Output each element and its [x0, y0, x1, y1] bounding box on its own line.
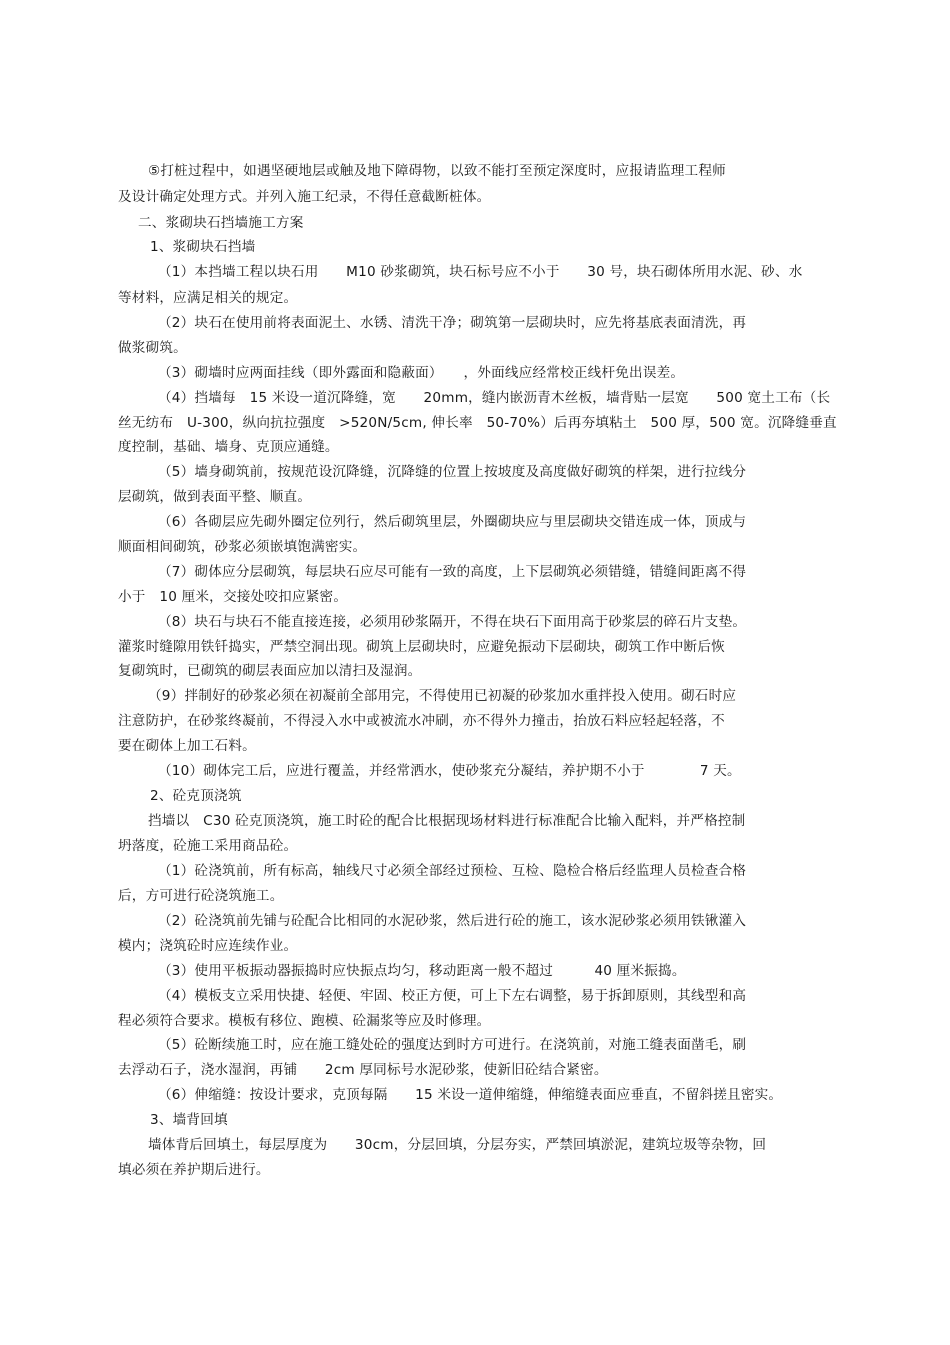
text-line: （10）砌体完工后，应进行覆盖，并经常洒水，使砂浆充分凝结，养护期不小于 7 天。 [158, 763, 741, 779]
text-line: （8）块石与块石不能直接连接，必须用砂浆隔开，不得在块石下面用高于砂浆层的碎石片支垫。 [158, 614, 747, 630]
text-line: 墙体背后回填土，每层厚度为 30cm，分层回填，分层夯实，严禁回填淤泥，建筑垃圾等杂物，回 [148, 1137, 767, 1153]
text-line: （2）块石在使用前将表面泥土、水锈、清洗干净；砌筑第一层砌块时，应先将基底表面清洗，再 [158, 315, 747, 331]
text-line: 复砌筑时，已砌筑的砌层表面应加以清扫及湿润。 [118, 663, 422, 679]
subsection-heading: 2、砼克顶浇筑 [150, 788, 242, 804]
text-line: 层砌筑，做到表面平整、顺直。 [118, 489, 312, 505]
text-line: （1）本挡墙工程以块石用 M10 砂浆砌筑，块石标号应不小于 30 号，块石砌体所用水泥、砂、水 [158, 264, 803, 280]
text-line: 顺面相间砌筑，砂浆必须嵌填饱满密实。 [118, 539, 367, 555]
text-line: 坍落度，砼施工采用商品砼。 [118, 838, 298, 854]
text-line: 等材料，应满足相关的规定。 [118, 290, 298, 306]
text-line: （4）模板支立采用快捷、轻便、牢固、校正方便，可上下左右调整，易于拆卸原则，其线型和高 [158, 988, 747, 1004]
text-line: （2）砼浇筑前先铺与砼配合比相同的水泥砂浆，然后进行砼的施工，该水泥砂浆必须用铁锹灌入 [158, 913, 747, 929]
text-line: （4）挡墙每 15 米设一道沉降缝，宽 20mm，缝内嵌沥青木丝板，墙背贴一层宽 500 宽土工布（长 [158, 390, 831, 406]
text-line: 模内；浇筑砼时应连续作业。 [118, 938, 298, 954]
text-line: 及设计确定处理方式。并列入施工纪录，不得任意截断桩体。 [118, 189, 491, 205]
text-line: 挡墙以 C30 砼克顶浇筑，施工时砼的配合比根据现场材料进行标准配合比输入配料，并严格控制 [148, 813, 746, 829]
subsection-heading: 1、浆砌块石挡墙 [150, 239, 256, 255]
text-line: 后，方可进行砼浇筑施工。 [118, 888, 284, 904]
text-line: （6）伸缩缝：按设计要求，克顶每隔 15 米设一道伸缩缝，伸缩缝表面应垂直，不留斜搓且密实。 [158, 1087, 783, 1103]
text-line: （5）墙身砌筑前，按规范设沉降缝，沉降缝的位置上按坡度及高度做好砌筑的样架，进行拉线分 [158, 464, 747, 480]
text-line: （7）砌体应分层砌筑，每层块石应尽可能有一致的高度，上下层砌筑必须错缝，错缝间距离不得 [158, 564, 747, 580]
text-line: 程必须符合要求。模板有移位、跑模、砼漏浆等应及时修理。 [118, 1013, 491, 1029]
text-line: 做浆砌筑。 [118, 340, 187, 356]
text-line: （3）砌墙时应两面挂线（即外露面和隐蔽面） ，外面线应经常校正线杆免出误差。 [158, 365, 685, 381]
text-line: 度控制，基础、墙身、克顶应通缝。 [118, 439, 339, 455]
text-line: （6）各砌层应先砌外圈定位列行，然后砌筑里层，外圈砌块应与里层砌块交错连成一体，顶成与 [158, 514, 747, 530]
text-line: 去浮动石子，浇水湿润，再铺 2cm 厚同标号水泥砂浆，使新旧砼结合紧密。 [118, 1062, 608, 1078]
text-line: （5）砼断续施工时，应在施工缝处砼的强度达到时方可进行。在浇筑前，对施工缝表面凿毛，刷 [158, 1037, 747, 1053]
text-line: （3）使用平板振动器振捣时应快振点均匀，移动距离一般不超过 40 厘米振捣。 [158, 963, 686, 979]
text-line: 注意防护，在砂浆终凝前，不得浸入水中或被流水冲刷，亦不得外力撞击，抬放石料应轻起轻落，不 [118, 713, 725, 729]
text-line: （9）拌制好的砂浆必须在初凝前全部用完，不得使用已初凝的砂浆加水重拌投入使用。砌石时应 [148, 688, 737, 704]
text-line: 要在砌体上加工石料。 [118, 738, 256, 754]
text-line: 填必须在养护期后进行。 [118, 1162, 270, 1178]
text-line: 小于 10 厘米，交接处咬扣应紧密。 [118, 589, 348, 605]
text-line: （1）砼浇筑前，所有标高，轴线尺寸必须全部经过预检、互检、隐检合格后经监理人员检查合格 [158, 863, 747, 879]
section-heading: 二、浆砌块石挡墙施工方案 [138, 215, 304, 231]
text-line: 丝无纺布 U-300，纵向抗拉强度 >520N/5cm, 伸长率 50-70%）后再夯填粘土 500 厚，500 宽。沉降缝垂直 [118, 415, 837, 431]
text-line: 灌浆时缝隙用铁钎捣实，严禁空洞出现。砌筑上层砌块时，应避免振动下层砌块，砌筑工作中断后恢 [118, 639, 725, 655]
subsection-heading: 3、墙背回填 [150, 1112, 228, 1128]
text-line: ⑤打桩过程中，如遇坚硬地层或触及地下障碍物，以致不能打至预定深度时，应报请监理工程师 [148, 163, 726, 179]
